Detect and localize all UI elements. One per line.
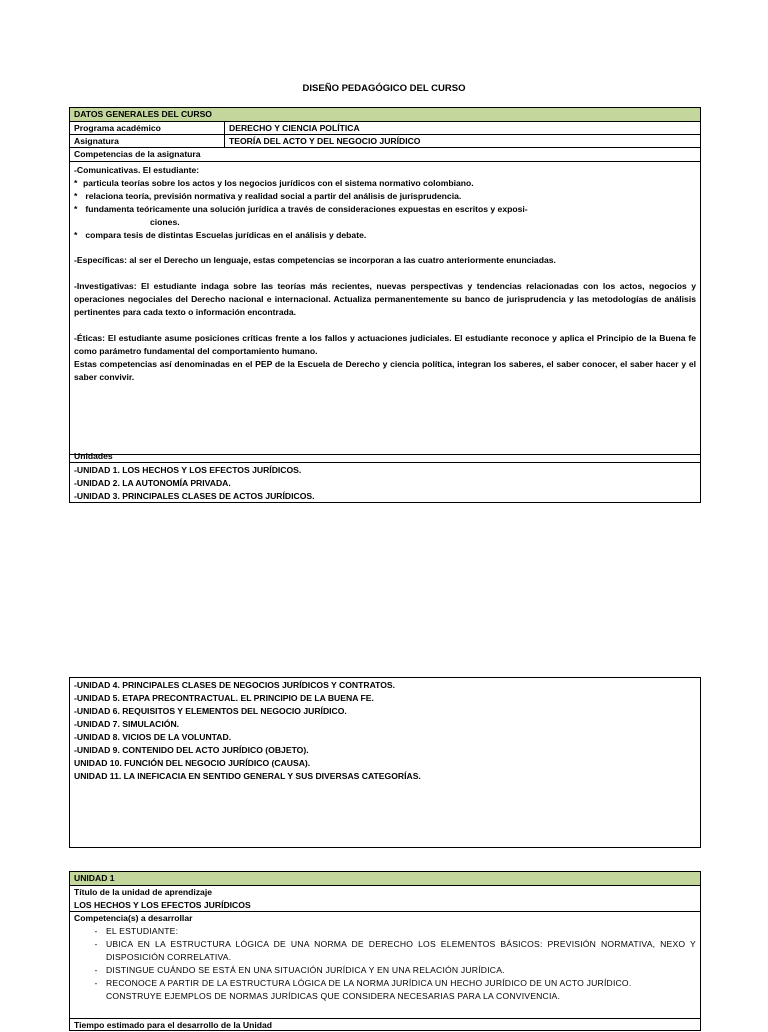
competencia-item: - RECONOCE A PARTIR DE LA ESTRUCTURA LÓGICA DE LA NORMA JURÍDICA UN HECHO JURÍDICO DE UN ACTO JURÍDICO.	[94, 978, 632, 988]
unidad-item: -UNIDAD 4. PRINCIPALES CLASES DE NEGOCIOS JURÍDICOS Y CONTRATOS.	[74, 680, 396, 690]
unidades-continuation-table	[69, 677, 701, 848]
unidad-item: UNIDAD 10. FUNCIÓN DEL NEGOCIO JURÍDICO (CAUSA).	[74, 758, 311, 768]
unidad1-tiempo-label: Tiempo estimado para el desarrollo de la Unidad	[74, 1020, 273, 1030]
general-data-header	[70, 108, 700, 122]
unidad1-title-label: Título de la unidad de aprendizaje	[74, 887, 212, 897]
bullet-icon: *	[74, 178, 78, 188]
comunicativas-item-text: fundamenta teóricamente una solución jurídica a través de consideraciones expuestas en escritos y exposi-	[85, 204, 528, 214]
unidad1-header	[70, 872, 700, 886]
page-title: DISEÑO PEDAGÓGICO DEL CURSO	[302, 83, 466, 94]
unidad-item: -UNIDAD 6. REQUISITOS Y ELEMENTOS DEL NEGOCIO JURÍDICO.	[74, 706, 347, 716]
comunicativas-continuation-text: ciones.	[150, 217, 180, 227]
competencias-label: Competencias de la asignatura	[74, 149, 201, 159]
asignatura-value: TEORÍA DEL ACTO Y DEL NEGOCIO JURÍDICO	[229, 136, 421, 146]
unidad-item: -UNIDAD 3. PRINCIPALES CLASES DE ACTOS JURÍDICOS.	[74, 491, 315, 501]
comunicativas-item-text: compara tesis de distintas Escuelas jurídicas en el análisis y debate.	[85, 230, 367, 240]
asignatura-row	[70, 135, 700, 148]
unidad-item: -UNIDAD 8. VICIOS DE LA VOLUNTAD.	[74, 732, 232, 742]
unidad-item: -UNIDAD 9. CONTENIDO DEL ACTO JURÍDICO (OBJETO).	[74, 745, 309, 755]
unidad1-title-row	[70, 886, 700, 912]
general-data-table	[69, 107, 701, 503]
competencia-item: - DISTINGUE CUÁNDO SE ESTÁ EN UNA SITUACIÓN JURÍDICA Y EN UNA RELACIÓN JURÍDICA.	[94, 965, 505, 975]
asignatura-label: Asignatura	[74, 136, 119, 146]
comunicativas-item-text: particula teorías sobre los actos y los negocios jurídicos con el sistema normativo colombiano.	[83, 178, 474, 188]
unidad-item: -UNIDAD 2. LA AUTONOMÍA PRIVADA.	[74, 478, 231, 488]
unidad1-title-value: LOS HECHOS Y LOS EFECTOS JURÍDICOS	[74, 900, 251, 910]
comunicativas-item	[74, 177, 696, 190]
comunicativas-intro: -Comunicativas. El estudiante:	[74, 165, 200, 175]
competencia-item-text: RECONOCE A PARTIR DE LA ESTRUCTURA LÓGICA DE LA NORMA JURÍDICA UN HECHO JURÍDICO DE UN ACTO JURÍDICO.	[106, 978, 632, 988]
investigativas-text: -Investigativas: El estudiante indaga sobre las teorías más recientes, nuevas perspectivas y tendencias relacionadas con los actos, negocios y operaciones negociales del Derecho nacional e internacional. Actualiza permanentemente su banco de jurisprudencia y las metodologías de análisis pertinentes para cada texto o información encontrada.	[74, 281, 696, 317]
general-data-header-text: DATOS GENERALES DEL CURSO	[74, 109, 212, 119]
unidades-list-a	[70, 463, 700, 504]
competencias-body	[70, 162, 700, 455]
especificas-text: -Específicas: al ser el Derecho un lenguaje, estas competencias se incorporan a las cuatro anteriormente enunciadas.	[74, 255, 556, 265]
programa-label: Programa académico	[74, 123, 161, 133]
competencia-extra	[86, 990, 696, 1003]
unidad1-table	[69, 871, 701, 1031]
unidades-label-row	[70, 450, 700, 463]
programa-row	[70, 122, 700, 135]
bullet-icon: *	[74, 230, 78, 240]
pep-text: Estas competencias así denominadas en el PEP de la Escuela de Derecho y ciencia política, integran los saberes, el saber conocer, el saber hacer y el saber convivir.	[74, 359, 696, 382]
competencia-item-text: UBICA EN LA ESTRUCTURA LÓGICA DE UNA NORMA DE DERECHO LOS ELEMENTOS BÁSICOS: PREVISIÓN NORMATIVA, NEXO Y DISPOSICIÓN CORRELATIVA.	[106, 939, 696, 962]
bullet-icon: *	[74, 204, 78, 214]
unidad-item: -UNIDAD 1. LOS HECHOS Y LOS EFECTOS JURÍDICOS.	[74, 465, 302, 475]
competencia-extra-text: CONSTRUYE EJEMPLOS DE NORMAS JURÍDICAS QUE CONSIDERA NECESARIAS PARA LA CONVIVENCIA.	[106, 991, 561, 1001]
unidad1-competencia-row	[70, 912, 700, 1019]
unidad1-competencia-label: Competencia(s) a desarrollar	[74, 913, 193, 923]
programa-value: DERECHO Y CIENCIA POLÍTICA	[229, 123, 360, 133]
competencia-item: - UBICA EN LA ESTRUCTURA LÓGICA DE UNA NORMA DE DERECHO LOS ELEMENTOS BÁSICOS: PREVISIÓN NORMATIVA, NEXO Y DISPOSICIÓN CORRELATIVA.	[94, 939, 696, 962]
unidad-item: -UNIDAD 7. SIMULACIÓN.	[74, 719, 180, 729]
unidad1-header-text: UNIDAD 1	[74, 873, 115, 883]
comunicativas-item-text: relaciona teoría, previsión normativa y realidad social a partir del análisis de jurisprudencia.	[85, 191, 462, 201]
competencias-label-row	[70, 148, 700, 162]
competencia-item-text: DISTINGUE CUÁNDO SE ESTÁ EN UNA SITUACIÓN JURÍDICA Y EN UNA RELACIÓN JURÍDICA.	[106, 965, 505, 975]
comunicativas-item	[74, 229, 696, 242]
eticas-text: -Éticas: El estudiante asume posiciones críticas frente a los fallos y actuaciones judiciales. El estudiante reconoce y aplica el Principio de la Buena fe como parámetro fundamental del comportamiento humano.	[74, 333, 696, 356]
comunicativas-item	[74, 190, 696, 203]
unidad-item: -UNIDAD 5. ETAPA PRECONTRACTUAL. EL PRINCIPIO DE LA BUENA FE.	[74, 693, 374, 703]
competencia-item: - EL ESTUDIANTE:	[94, 926, 179, 936]
unidad1-tiempo-row	[70, 1019, 700, 1032]
competencia-item-text: EL ESTUDIANTE:	[106, 926, 179, 936]
unidades-label: Unidades	[74, 451, 113, 461]
comunicativas-continuation	[74, 216, 696, 229]
bullet-icon: *	[74, 191, 78, 201]
comunicativas-item	[74, 203, 696, 216]
unidad-item: UNIDAD 11. LA INEFICACIA EN SENTIDO GENERAL Y SUS DIVERSAS CATEGORÍAS.	[74, 771, 421, 781]
